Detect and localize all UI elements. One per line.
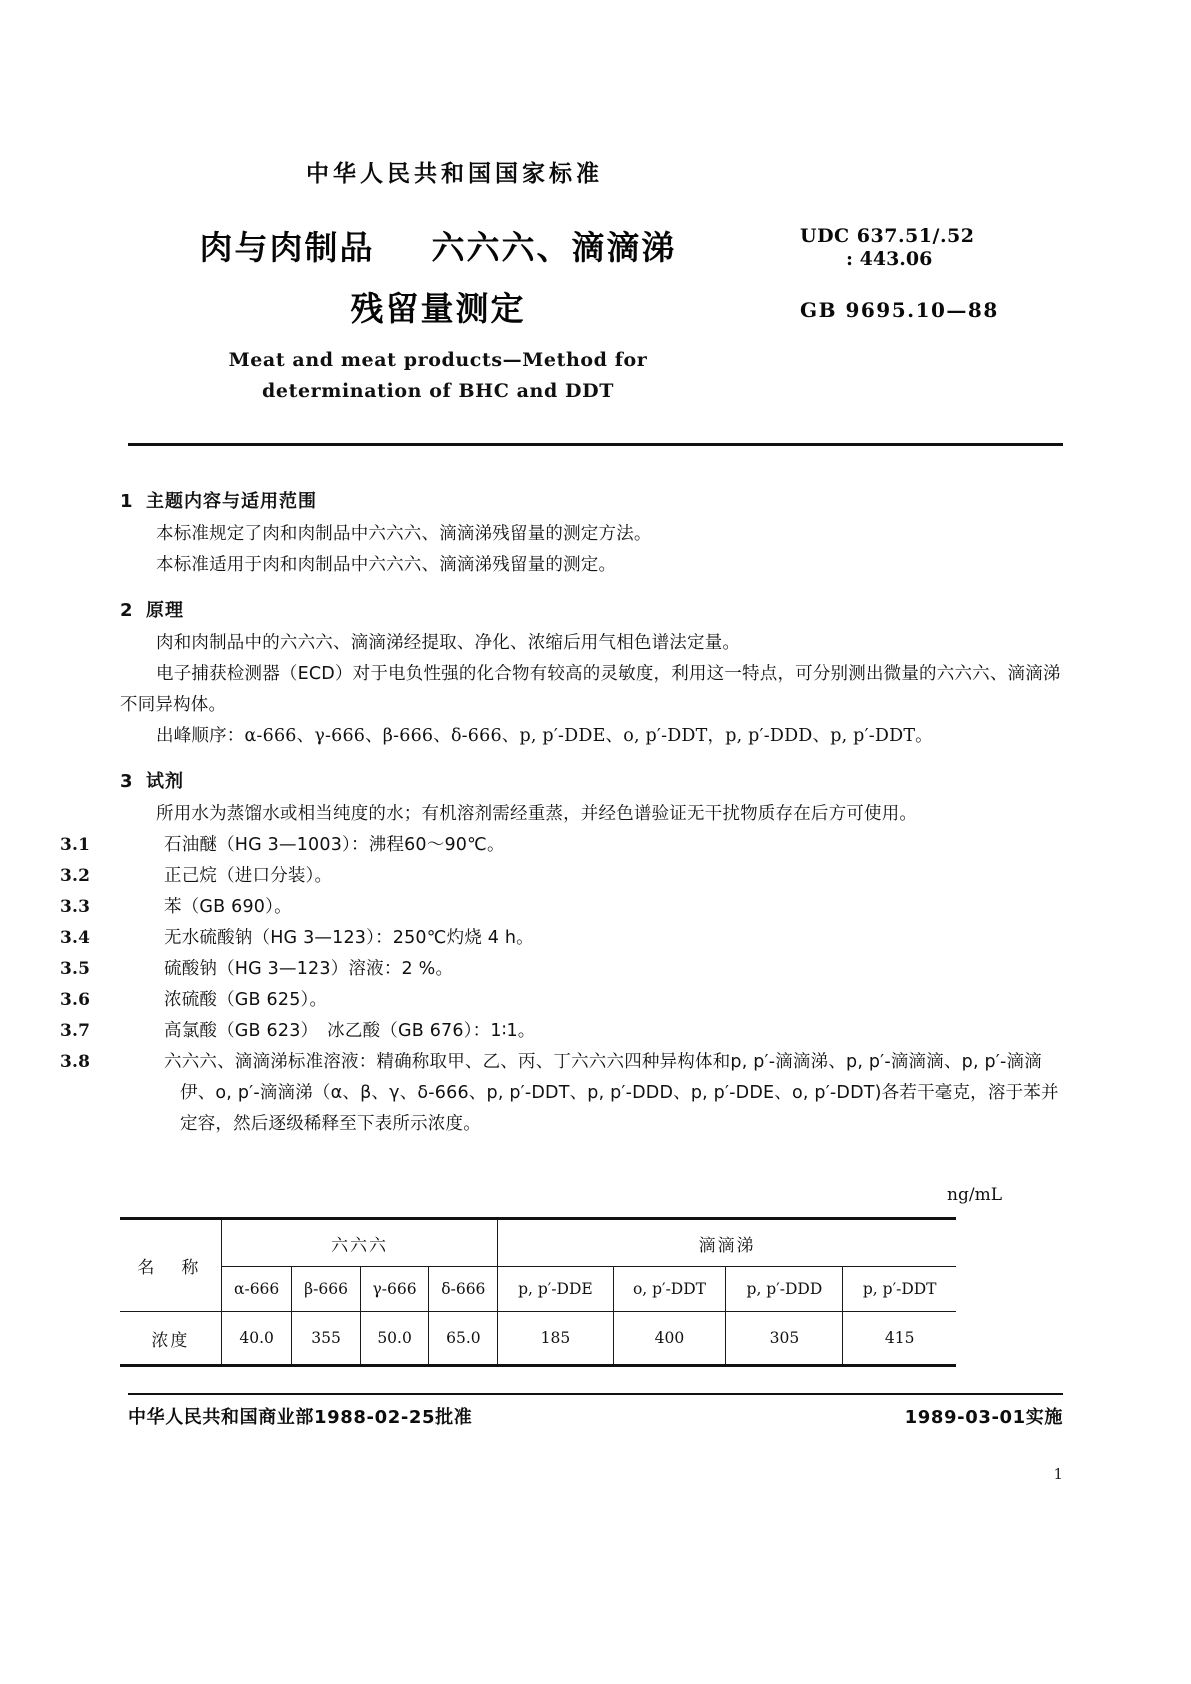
table-unit-label: ng/mL	[947, 1185, 1002, 1205]
reagent-text-3-6: 浓硫酸（GB 625）。	[164, 990, 328, 1010]
table-column-beta-666: β-666	[292, 1267, 360, 1312]
section-2-paragraph-1: 肉和肉制品中的六六六、滴滴涕经提取、净化、浓缩后用气相色谱法定量。	[156, 633, 741, 653]
issuing-authority: 中华人民共和国国家标准	[306, 161, 603, 187]
table-cell-alpha-666-value: 40.0	[221, 1312, 292, 1366]
reagent-item-3-4	[60, 923, 1070, 954]
reagent-number-3-5: 3.5	[60, 959, 91, 979]
table-cell-pp-ddt-value: 415	[843, 1312, 956, 1366]
masthead	[128, 155, 1063, 188]
table-row	[120, 1312, 956, 1366]
section-heading-3	[120, 766, 1070, 797]
title-block-english	[128, 345, 748, 407]
table-cell-pp-ddd-value: 305	[726, 1312, 843, 1366]
gb-standard-number: GB 9695.10—88	[800, 298, 999, 322]
footer-approval-text: 中华人民共和国商业部1988-02-25批准	[128, 1407, 473, 1428]
table-cell-delta-666-value: 65.0	[429, 1312, 498, 1366]
title-english-line-1: Meat and meat products—Method for	[228, 349, 648, 371]
table-column-pp-ddd: p, p′-DDD	[726, 1267, 843, 1312]
table-cell-pp-dde-value: 185	[498, 1312, 613, 1366]
footer-divider-rule	[128, 1393, 1063, 1395]
header-divider-rule	[128, 443, 1063, 446]
table-cell-gamma-666-value: 50.0	[360, 1312, 429, 1366]
reagent-item-3-7	[60, 1016, 1070, 1047]
reagent-item-3-1	[60, 830, 1070, 861]
reagent-text-3-3: 苯（GB 690）。	[164, 897, 292, 917]
section-number-2: 2	[120, 600, 134, 621]
section-3-intro: 所用水为蒸馏水或相当纯度的水；有机溶剂需经重蒸，并经色谱验证无干扰物质存在后方可使用。	[156, 804, 918, 824]
section-1-paragraph-2: 本标准适用于肉和肉制品中六六六、滴滴涕残留量的测定。	[156, 555, 617, 575]
reagent-number-3-2: 3.2	[60, 866, 91, 886]
section-1-paragraph-1: 本标准规定了肉和肉制品中六六六、滴滴涕残留量的测定方法。	[156, 524, 652, 544]
section-2-paragraph-2: 电子捕获检测器（ECD）对于电负性强的化合物有较高的灵敏度，利用这一特点，可分别测出微量的六六六、滴滴涕不同异构体。	[120, 664, 1061, 715]
table-column-gamma-666: γ-666	[360, 1267, 429, 1312]
table-row-header-label: 名 称	[120, 1219, 221, 1312]
title-english-line-2: determination of BHC and DDT	[262, 380, 614, 402]
reagent-item-3-5	[60, 954, 1070, 985]
reagent-number-3-6: 3.6	[60, 990, 91, 1010]
reagent-number-3-8: 3.8	[60, 1052, 91, 1072]
section-title-1: 主题内容与适用范围	[146, 491, 317, 512]
table-column-pp-ddt: p, p′-DDT	[843, 1267, 956, 1312]
title-chinese-part-a: 肉与肉制品	[199, 228, 375, 267]
title-chinese-part-b: 六六六、滴滴涕	[431, 228, 677, 267]
reagent-item-3-6	[60, 985, 1070, 1016]
table-column-op-ddt: o, p′-DDT	[613, 1267, 726, 1312]
page-number: 1	[1053, 1465, 1063, 1483]
title-chinese-line-2: 残留量测定	[350, 289, 526, 328]
table-column-pp-dde: p, p′-DDE	[498, 1267, 613, 1312]
section-title-3: 试剂	[146, 771, 184, 792]
table-column-alpha-666: α-666	[221, 1267, 292, 1312]
title-block-chinese	[128, 222, 748, 330]
table-row-label-concentration: 浓度	[120, 1312, 221, 1366]
reagent-number-3-1: 3.1	[60, 835, 91, 855]
reagent-text-3-1: 石油醚（HG 3—1003）：沸程60～90℃。	[164, 835, 505, 855]
section-title-2: 原理	[146, 600, 184, 621]
section-number-3: 3	[120, 771, 134, 792]
table-cell-beta-666-value: 355	[292, 1312, 360, 1366]
reagent-text-3-8: 六六六、滴滴涕标准溶液：精确称取甲、乙、丙、丁六六六四种异构体和p, p′-滴滴涕、p, p′-滴滴滴、p, p′-滴滴伊、o, p′-滴滴涕（α、β、γ、δ-666、p, p′-DDT、p, p′-DDD、p, p′-DDE、o, p′-DDT)各若干毫克，溶于苯并定容，然后逐级稀释至下表所示浓度。	[164, 1052, 1059, 1134]
udc-classification-line-2: : 443.06	[846, 248, 933, 270]
document-body	[60, 472, 1070, 1140]
title-chinese-line-1	[128, 222, 748, 269]
reagent-number-3-3: 3.3	[60, 897, 91, 917]
reagent-number-3-7: 3.7	[60, 1021, 91, 1041]
table-column-delta-666: δ-666	[429, 1267, 498, 1312]
table-group-header-row	[120, 1219, 956, 1267]
table-column-header-row	[120, 1267, 956, 1312]
table-group-header-ddt: 滴滴涕	[498, 1219, 956, 1267]
standard-solution-concentration-table	[120, 1217, 956, 1367]
reagent-item-3-3	[60, 892, 1070, 923]
standard-code-block	[800, 225, 1050, 322]
reagent-text-3-4: 无水硫酸钠（HG 3—123）：250℃灼烧 4 h。	[164, 928, 534, 948]
reagent-text-3-5: 硫酸钠（HG 3—123）溶液：2 %。	[164, 959, 454, 979]
reagent-item-3-8	[60, 1047, 1070, 1140]
reagent-number-3-4: 3.4	[60, 928, 91, 948]
footer-implementation-date: 1989-03-01实施	[904, 1407, 1063, 1428]
reagent-text-3-7: 高氯酸（GB 623） 冰乙酸（GB 676）：1∶1。	[164, 1021, 536, 1041]
table-cell-op-ddt-value: 400	[613, 1312, 726, 1366]
section-number-1: 1	[120, 491, 134, 512]
udc-classification-line-1: UDC 637.51/.52	[800, 225, 975, 247]
section-2-peak-order: 出峰顺序：α-666、γ-666、β-666、δ-666、p, p′-DDE、o, p′-DDT，p, p′-DDD、p, p′-DDT。	[156, 726, 933, 746]
reagent-item-3-2	[60, 861, 1070, 892]
section-heading-1	[120, 486, 1070, 517]
reagent-text-3-2: 正己烷（进口分装）。	[164, 866, 333, 886]
section-heading-2	[120, 595, 1070, 626]
document-footer	[128, 1403, 1063, 1429]
table-group-header-bhc: 六六六	[221, 1219, 497, 1267]
